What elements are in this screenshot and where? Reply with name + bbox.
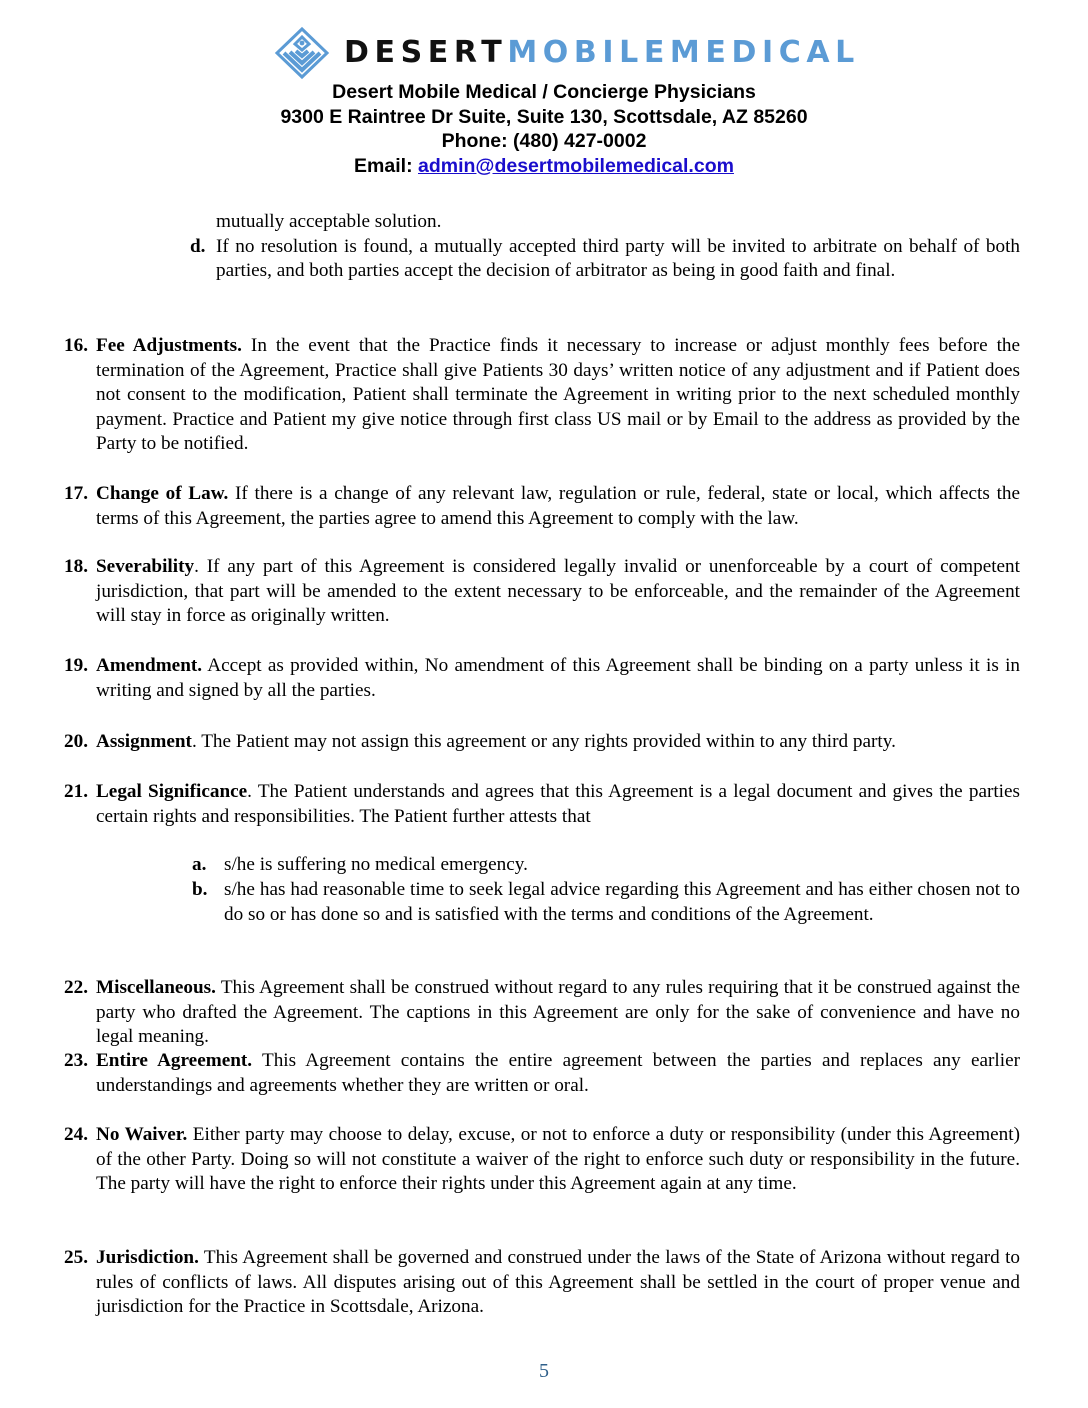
- section-body: . The Patient understands and agrees that this Agreement is a legal document and gives the parties certain rights and responsibilities. The Patient further attests that: [96, 781, 1020, 827]
- org-email-line: [0, 154, 1088, 179]
- sub-item-letter: b.: [192, 879, 208, 900]
- diamond-logo-icon: [272, 25, 332, 81]
- section-text: [96, 976, 1020, 1050]
- section-number: 23.: [64, 1050, 88, 1071]
- section-number: 17.: [64, 483, 88, 504]
- brand-word-desert: DESERT: [344, 35, 508, 70]
- section-text: [96, 1049, 1020, 1098]
- email-link[interactable]: admin@desertmobilemedical.com: [418, 154, 734, 177]
- item-d-letter: d.: [190, 235, 206, 257]
- section-number: 18.: [64, 556, 88, 577]
- sub-item-letter: a.: [192, 854, 207, 875]
- org-address: 9300 E Raintree Dr Suite, Suite 130, Scottsdale, AZ 85260: [280, 105, 808, 128]
- org-name: Desert Mobile Medical / Concierge Physicians: [332, 81, 756, 103]
- letterhead-logo: [272, 24, 860, 82]
- brand-wordmark: [344, 35, 860, 70]
- section-number: 22.: [64, 977, 88, 998]
- section-body: . If any part of this Agreement is considered legally invalid or unenforceable by a court of competent jurisdiction, that part will be amended to the extent necessary to be enforceable, and the remainder of the Agreement will stay in force as originally written.: [96, 556, 1020, 627]
- section-heading: Amendment.: [96, 655, 203, 676]
- section-body: This Agreement shall be construed without regard to any rules requiring that it be construed against the party who drafted the Agreement. The captions in this Agreement are only for the sake of convenience and have no legal meaning.: [96, 977, 1020, 1048]
- section-text: [96, 1246, 1020, 1320]
- item-d-text: If no resolution is found, a mutually accepted third party will be invited to arbitrate on behalf of both parties, and both parties accept the decision of arbitrator as being in good faith and final.: [216, 235, 1020, 282]
- section-text: [96, 555, 1020, 629]
- section-heading: Miscellaneous.: [96, 977, 216, 998]
- section-heading: Legal Significance: [96, 781, 248, 802]
- section-number: 21.: [64, 781, 88, 802]
- section-text: [96, 482, 1020, 531]
- brand-word-mobilemedical: MOBILEMEDICAL: [507, 35, 860, 70]
- section-text: [96, 730, 1020, 755]
- continuation-text: mutually acceptable solution.: [216, 211, 442, 232]
- email-label: Email:: [354, 154, 413, 177]
- section-body: This Agreement shall be governed and construed under the laws of the State of Arizona without regard to rules of conflicts of laws. All disputes arising out of this Agreement shall be settled in the court of proper venue and jurisdiction for the Practice in Scottsdale, Arizona.: [96, 1247, 1020, 1318]
- sub-item-text: s/he is suffering no medical emergency.: [224, 854, 528, 875]
- section-number: 16.: [64, 335, 88, 356]
- section-heading: Change of Law.: [96, 483, 229, 504]
- sub-item-text: s/he has had reasonable time to seek legal advice regarding this Agreement and has either chosen not to do so or has done so and is satisfied with the terms and conditions of the Agreement.: [224, 879, 1020, 925]
- section-body: Either party may choose to delay, excuse, or not to enforce a duty or responsibility (under this Agreement) of the other Party. Doing so will not constitute a waiver of the right to enforce such duty or responsibility in the future. The party will have the right to enforce their rights under this Agreement again at any time.: [96, 1124, 1020, 1195]
- section-heading: Severability: [96, 556, 195, 577]
- section-number: 24.: [64, 1124, 88, 1145]
- page-number: 5: [539, 1360, 549, 1382]
- section-heading: No Waiver.: [96, 1124, 188, 1145]
- section-number: 25.: [64, 1247, 88, 1268]
- section-body: This Agreement contains the entire agreement between the parties and replaces any earlier understandings and agreements whether they are written or oral.: [96, 1050, 1020, 1096]
- section-text: [96, 1123, 1020, 1197]
- section-body: . The Patient may not assign this agreement or any rights provided within to any third party.: [191, 731, 896, 752]
- section-number: 20.: [64, 731, 88, 752]
- letterhead-contact: [0, 80, 1088, 178]
- section-body: If there is a change of any relevant law, regulation or rule, federal, state or local, which affects the terms of this Agreement, the parties agree to amend this Agreement to comply with the law.: [96, 483, 1021, 529]
- section-text: [96, 654, 1020, 703]
- section-text: [96, 780, 1020, 829]
- section-heading: Entire Agreement.: [96, 1050, 253, 1071]
- section-text: [96, 334, 1020, 457]
- section-heading: Assignment: [96, 731, 192, 752]
- section-body: In the event that the Practice finds it necessary to increase or adjust monthly fees before the termination of the Agreement, Practice shall give Patients 30 days’ written notice of any adjustment and if Patient does not consent to the modification, Patient shall terminate the Agreement in writing prior to the next scheduled monthly payment. Practice and Patient my give notice through first class US mail or by Email to the address as provided by the Party to be notified.: [96, 335, 1021, 455]
- section-body: Accept as provided within, No amendment of this Agreement shall be binding on a party unless it is in writing and signed by all the parties.: [96, 655, 1020, 701]
- org-phone: Phone: (480) 427-0002: [441, 130, 647, 152]
- section-heading: Jurisdiction.: [96, 1247, 199, 1268]
- section-heading: Fee Adjustments.: [96, 335, 242, 356]
- section-number: 19.: [64, 655, 88, 676]
